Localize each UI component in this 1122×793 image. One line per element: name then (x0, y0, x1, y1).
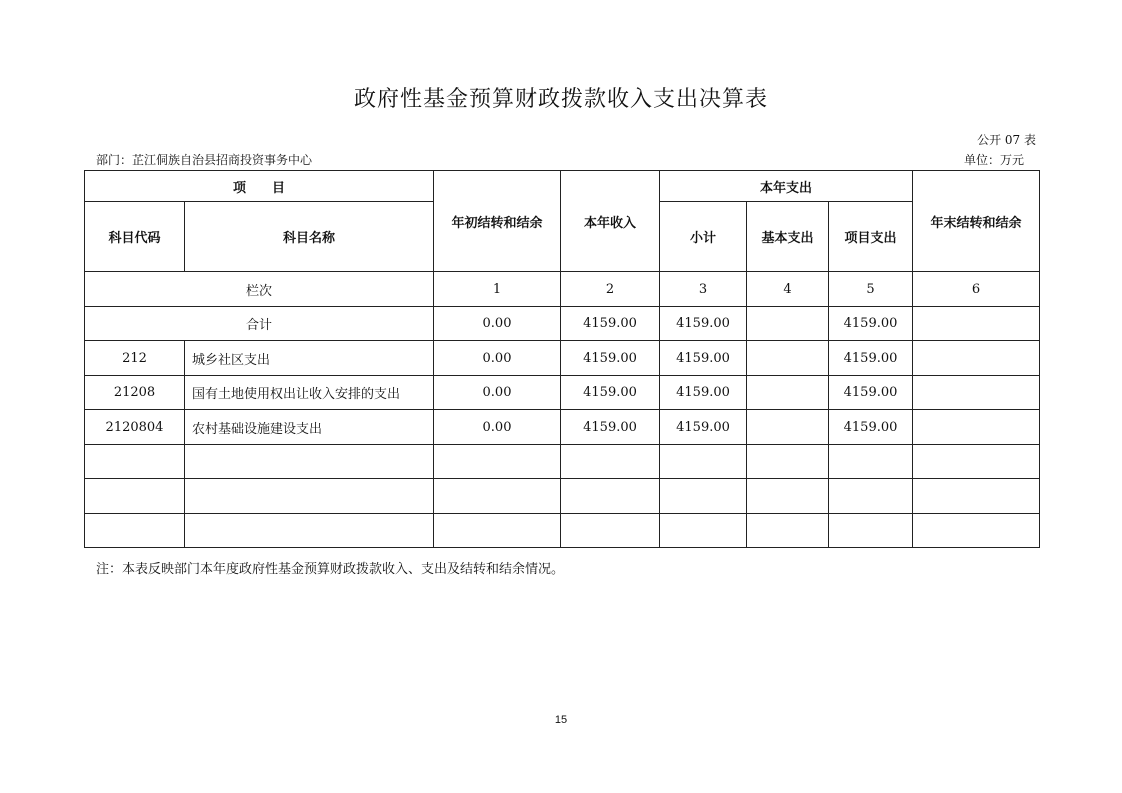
header-begin-balance: 年初结转和结余 (434, 171, 561, 272)
page-number: 15 (554, 714, 568, 726)
header-expense: 本年支出 (660, 171, 913, 202)
header-basic: 基本支出 (747, 202, 829, 272)
row-code: 21208 (85, 376, 185, 410)
unit-label: 单位：万元 (963, 153, 1024, 167)
empty-row (85, 445, 1040, 479)
row-subtotal: 4159.00 (660, 376, 747, 410)
row-subtotal: 4159.00 (660, 410, 747, 445)
row-project-expense: 4159.00 (829, 410, 913, 445)
column-index: 4 (747, 272, 829, 307)
row-income: 4159.00 (561, 376, 660, 410)
header-income: 本年收入 (561, 171, 660, 272)
column-index: 2 (561, 272, 660, 307)
row-end-balance (913, 376, 1040, 410)
row-basic (747, 341, 829, 376)
table-note: 注：本表反映部门本年度政府性基金预算财政拨款收入、支出及结转和结余情况。 (96, 562, 565, 577)
row-end-balance (913, 341, 1040, 376)
column-index-label: 栏次 (85, 272, 434, 307)
total-end-balance (913, 307, 1040, 341)
header-end-balance: 年末结转和结余 (913, 171, 1040, 272)
department-label: 部门：芷江侗族自治县招商投资事务中心 (96, 153, 313, 167)
header-code: 科目代码 (85, 202, 185, 272)
header-row-1 (85, 171, 1040, 202)
column-index: 3 (660, 272, 747, 307)
row-project-expense: 4159.00 (829, 376, 913, 410)
column-index: 5 (829, 272, 913, 307)
row-basic (747, 410, 829, 445)
header-project: 项 目 (85, 171, 434, 202)
row-begin-balance: 0.00 (434, 376, 561, 410)
row-code: 212 (85, 341, 185, 376)
total-basic (747, 307, 829, 341)
form-number: 公开 07 表 (977, 133, 1036, 147)
row-subtotal: 4159.00 (660, 341, 747, 376)
row-begin-balance: 0.00 (434, 410, 561, 445)
total-subtotal: 4159.00 (660, 307, 747, 341)
total-row (85, 307, 1040, 341)
total-label: 合计 (85, 307, 434, 341)
header-subtotal: 小计 (660, 202, 747, 272)
row-code: 2120804 (85, 410, 185, 445)
total-project-expense: 4159.00 (829, 307, 913, 341)
row-begin-balance: 0.00 (434, 341, 561, 376)
row-name: 国有土地使用权出让收入安排的支出 (185, 376, 434, 410)
row-name: 农村基础设施建设支出 (185, 410, 434, 445)
header-project-expense: 项目支出 (829, 202, 913, 272)
column-index-row (85, 272, 1040, 307)
budget-table (84, 170, 1040, 548)
header-name: 科目名称 (185, 202, 434, 272)
row-project-expense: 4159.00 (829, 341, 913, 376)
total-begin-balance: 0.00 (434, 307, 561, 341)
column-index: 6 (913, 272, 1040, 307)
column-index: 1 (434, 272, 561, 307)
row-end-balance (913, 410, 1040, 445)
table-row (85, 410, 1040, 445)
page-title: 政府性基金预算财政拨款收入支出决算表 (353, 87, 768, 112)
row-income: 4159.00 (561, 410, 660, 445)
total-income: 4159.00 (561, 307, 660, 341)
empty-row (85, 514, 1040, 548)
empty-row (85, 479, 1040, 514)
row-basic (747, 376, 829, 410)
row-income: 4159.00 (561, 341, 660, 376)
table-row (85, 341, 1040, 376)
row-name: 城乡社区支出 (185, 341, 434, 376)
table-row (85, 376, 1040, 410)
